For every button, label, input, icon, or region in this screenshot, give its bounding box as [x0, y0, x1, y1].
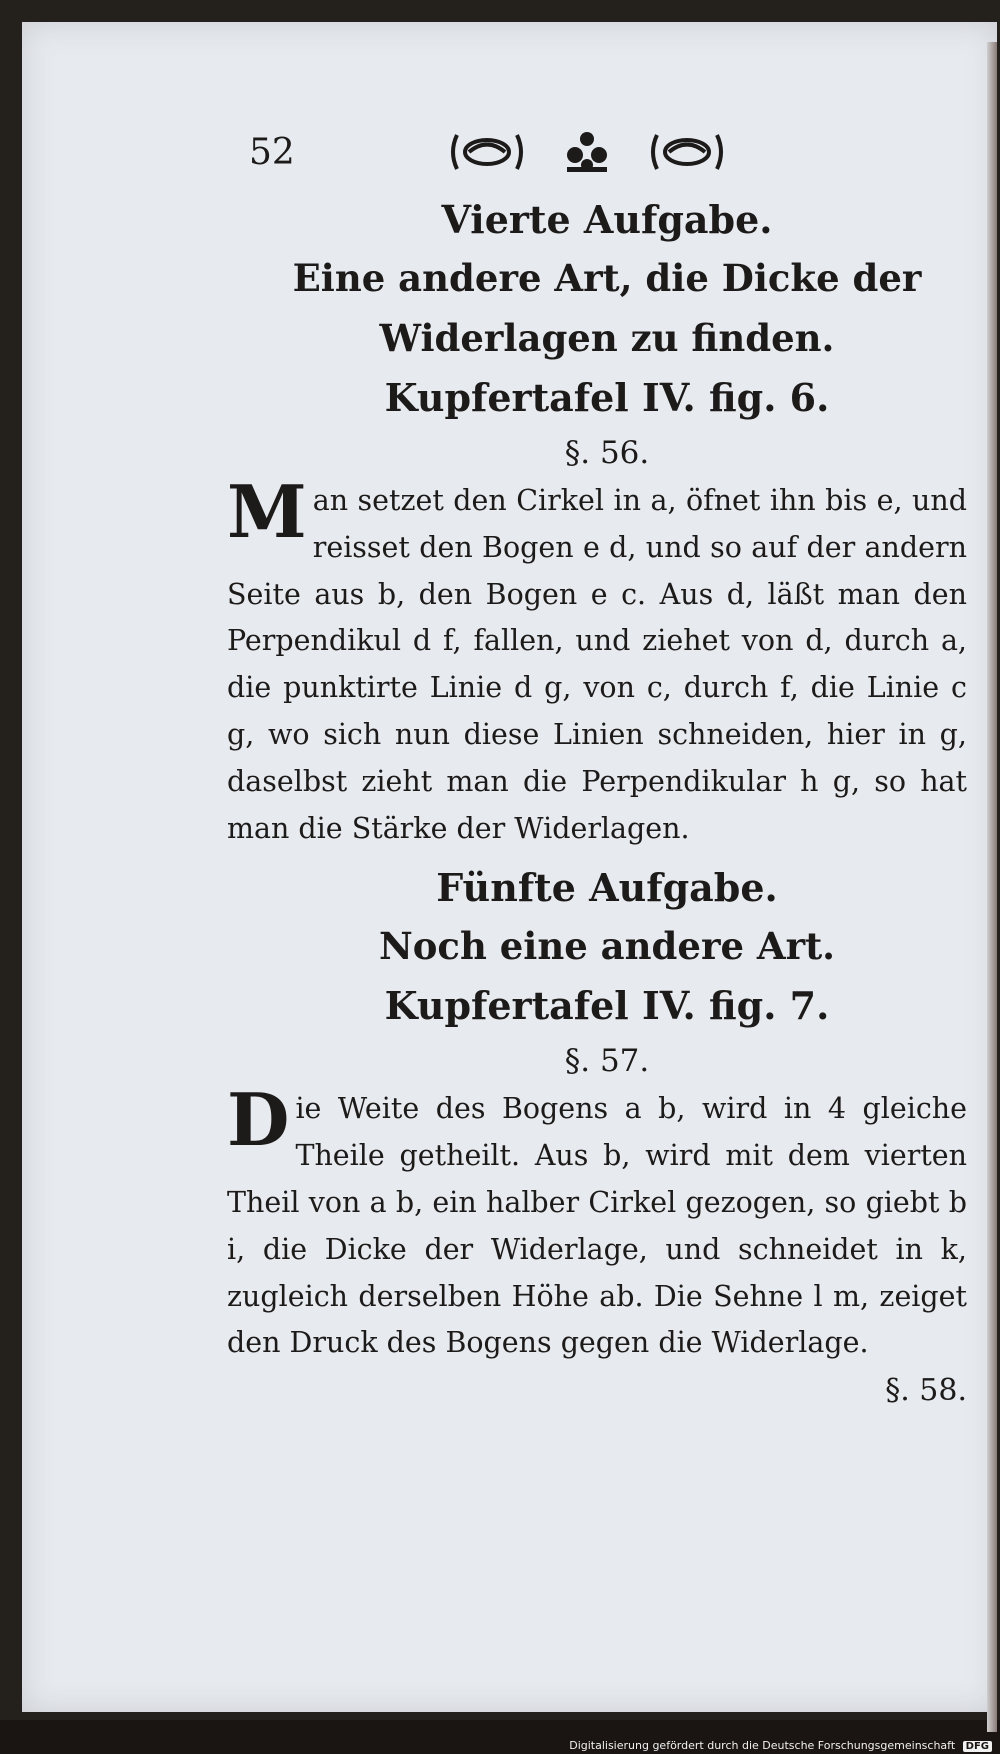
credit-text: Digitalisierung gefördert durch die Deutsche Forschungsgemeinschaft	[569, 1739, 956, 1752]
running-head	[227, 122, 987, 192]
plate-reference: Kupfertafel IV. fig. 6.	[384, 375, 830, 420]
section-title: Vierte Aufgabe.	[441, 197, 773, 242]
page-number: 52	[249, 132, 295, 173]
paragraph-text	[227, 1077, 967, 1367]
paragraph-text	[227, 469, 967, 852]
paragraph-number: §. 57.	[564, 1043, 650, 1080]
text-block	[227, 122, 987, 1413]
printer-ornament-icon	[447, 127, 727, 177]
plate-reference: Kupfertafel IV. fig. 7.	[384, 983, 830, 1029]
book-page	[22, 22, 997, 1712]
section-subtitle: Eine andere Art, die Dicke der Widerlagen zu finden.	[292, 256, 922, 360]
catchword: §. 58.	[885, 1373, 967, 1409]
page-edge	[987, 42, 997, 1732]
paragraph-number: §. 56.	[564, 435, 650, 471]
paragraph-body: ie Weite des Bogens a b, wird in 4 gleiche Theile getheilt. Aus b, wird mit dem vierten Theil von a b, ein halber Cirkel gezogen, so giebt b i, die Dicke der Widerlage, und schneidet in k, zugleich derselben Höhe ab. Die Sehne l m, zeiget den Druck des Bogens gegen die Widerlage.	[227, 1092, 967, 1360]
drop-initial: M	[227, 469, 307, 554]
dfg-logo: DFG	[963, 1741, 992, 1752]
section-subtitle: Noch eine andere Art.	[378, 924, 836, 969]
digitization-credit	[569, 1739, 992, 1752]
paragraph-body: an setzet den Cirkel in a, öfnet ihn bis e, und reisset den Bogen e d, und so auf der andern Seite aus b, den Bogen e c. Aus d, läßt man den Perpendikul d f, fallen, und ziehet von d, durch a, die punktirte Linie d g, von c, durch f, die Linie c g, wo sich nun diese Linien schneiden, hier in g, daselbst zieht man die Perpendikular h g, so hat man die Stärke der Widerlagen.	[227, 484, 967, 845]
drop-initial: D	[227, 1077, 290, 1163]
section-title: Fünfte Aufgabe.	[436, 865, 778, 911]
